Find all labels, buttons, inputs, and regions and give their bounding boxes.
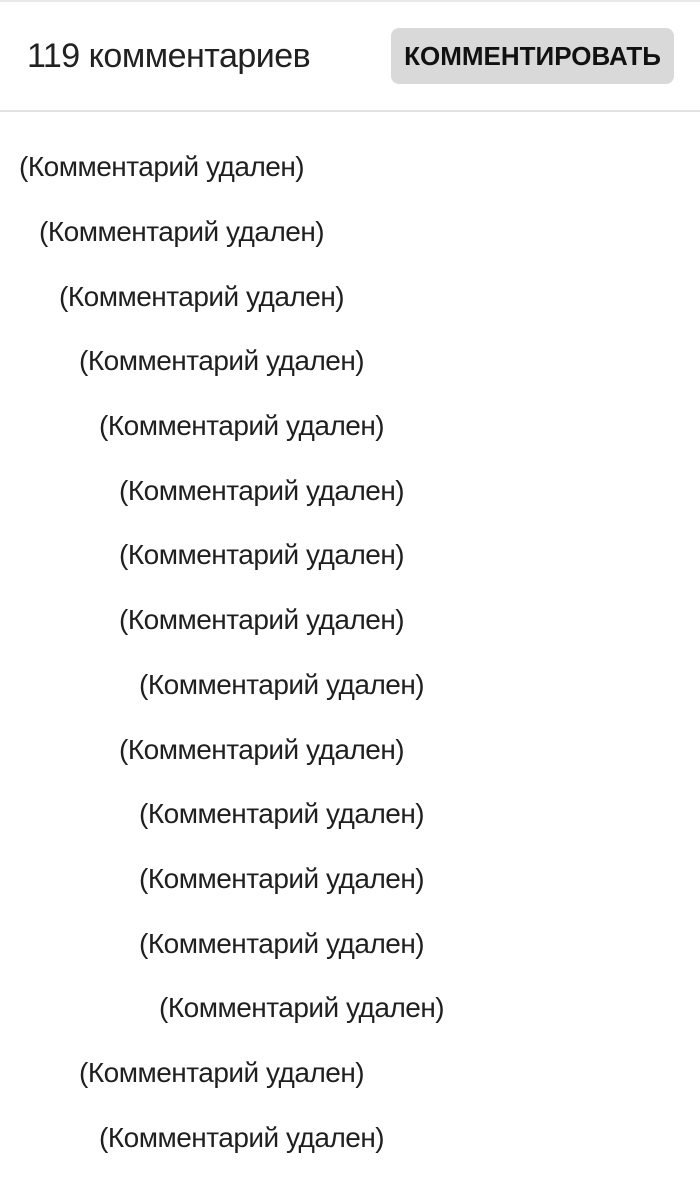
comments-count: 119 комментариев: [27, 36, 311, 75]
deleted-comment-item: (Комментарий удален): [99, 1121, 385, 1153]
deleted-comment-item: (Комментарий удален): [79, 345, 365, 377]
comment-button[interactable]: КОММЕНТИРОВАТЬ: [391, 28, 674, 84]
deleted-comment-item: (Комментарий удален): [79, 1056, 365, 1088]
comments-header: [0, 0, 700, 112]
deleted-comment-item: (Комментарий удален): [139, 862, 425, 894]
deleted-comment-item: (Комментарий удален): [119, 474, 405, 506]
deleted-comment-item: (Комментарий удален): [139, 798, 425, 830]
deleted-comment-item: (Комментарий удален): [119, 604, 405, 636]
deleted-comment-item: (Комментарий удален): [39, 216, 325, 248]
deleted-comment-item: (Комментарий удален): [139, 668, 425, 700]
deleted-comment-item: (Комментарий удален): [119, 733, 405, 765]
deleted-comment-item: (Комментарий удален): [59, 280, 345, 312]
deleted-comment-item: (Комментарий удален): [19, 151, 305, 183]
comments-list: [0, 112, 700, 1170]
deleted-comment-item: (Комментарий удален): [139, 927, 425, 959]
deleted-comment-item: (Комментарий удален): [119, 539, 405, 571]
deleted-comment-item: (Комментарий удален): [159, 992, 445, 1024]
deleted-comment-item: (Комментарий удален): [99, 410, 385, 442]
